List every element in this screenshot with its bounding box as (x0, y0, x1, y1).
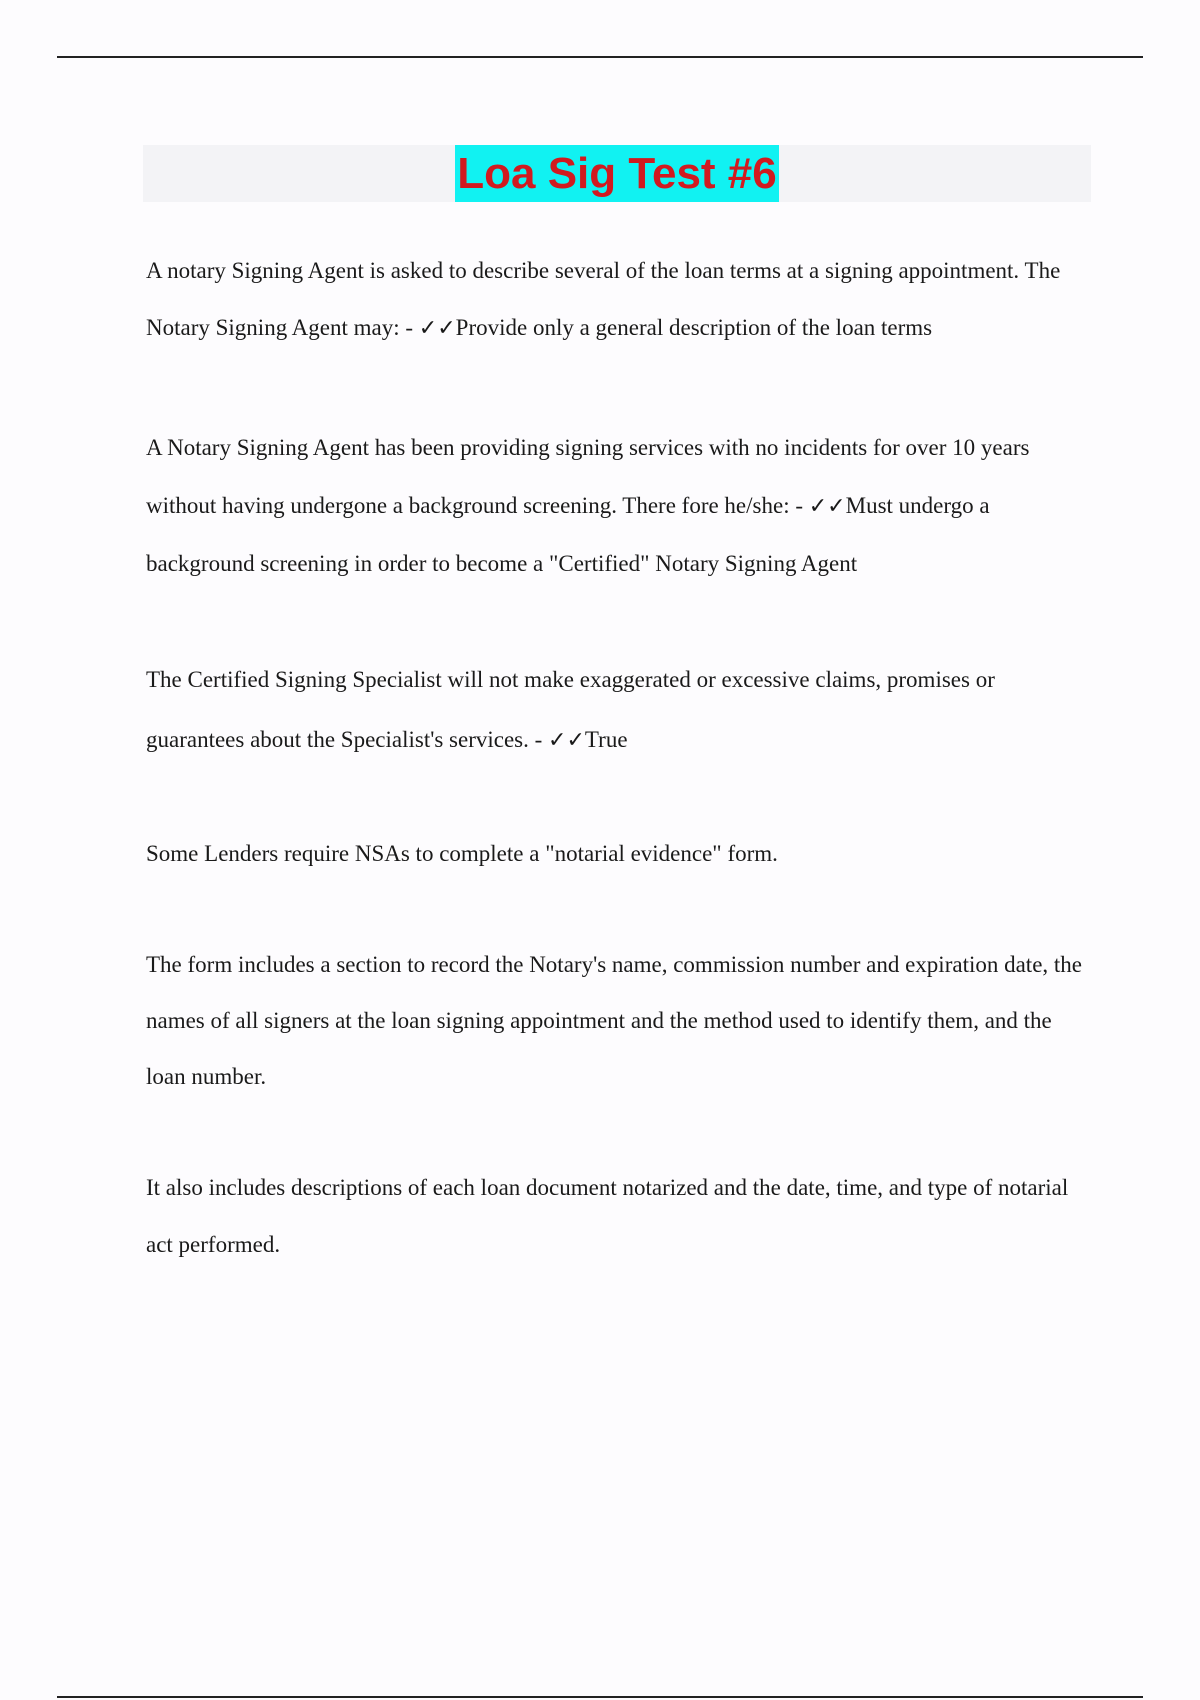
footer-rule (57, 1696, 1143, 1698)
answer-text: True (584, 727, 628, 752)
qa-item (146, 243, 1096, 357)
header-rule (57, 56, 1143, 58)
double-check-icon: ✓✓ (808, 493, 846, 519)
title-band (143, 145, 1091, 202)
body-paragraph: It also includes descriptions of each loan document notarized and the date, time, and type of notarial act performed. (146, 1175, 1069, 1257)
document-title: Loa Sig Test #6 (455, 145, 779, 202)
double-check-icon: ✓✓ (418, 315, 456, 341)
body-paragraph: The form includes a section to record the Notary's name, commission number and expiration date, the names of all signers at the loan signing appointment and the method used to identify them, and the loan number. (146, 952, 1083, 1089)
qa-item (146, 419, 1096, 593)
question-text: The Certified Signing Specialist will not make exaggerated or excessive claims, promises or guarantees about the Specialist's services. - (146, 667, 995, 752)
double-check-icon: ✓✓ (548, 728, 585, 753)
question-text: A Notary Signing Agent has been providing signing services with no incidents for over 10 years without having undergone a background screening. There fore he/she: - (146, 435, 1030, 518)
question-text: A notary Signing Agent is asked to describe several of the loan terms at a signing appointment. The Notary Signing Agent may: - (146, 258, 1061, 340)
body-paragraph: Some Lenders require NSAs to complete a "notarial evidence" form. (146, 841, 778, 866)
answer-text: Must undergo a background screening in order to become a "Certified" Notary Signing Agent (146, 492, 990, 576)
qa-item (146, 650, 1096, 771)
answer-text: Provide only a general description of the loan terms (455, 314, 933, 340)
